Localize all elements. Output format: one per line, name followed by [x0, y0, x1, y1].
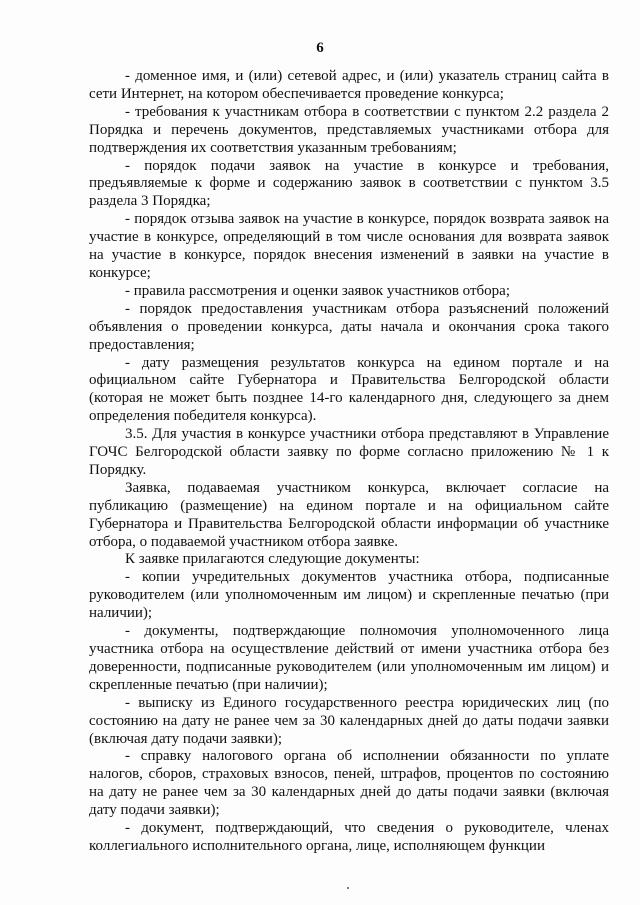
paragraph-clarifications: - порядок предоставления участникам отбора разъяснений положений объявления о проведении конкурса, даты начала и окончания срока такого предоставления;	[89, 300, 609, 353]
paragraph-participant-requirements: - требования к участникам отбора в соответствии с пунктом 2.2 раздела 2 Порядка и перечень документов, представляемых участниками отбора для подтверждения их соответствия указанным требованиям;	[89, 103, 609, 156]
paragraph-authority-documents: - документы, подтверждающие полномочия уполномоченного лица участника отбора на осуществление действий от имени участника отбора без доверенности, подписанные руководителем (или уполномоченным им лицом) и скрепленные печатью (при наличии);	[89, 623, 609, 693]
paragraph-consent: Заявка, подаваемая участником конкурса, включает согласие на публикацию (размещение) на едином портале и на официальном сайте Губернатора и Правительства Белгородской области информации об участнике отбора, о подаваемой участником отбора заявке.	[89, 479, 609, 550]
paragraph-application-procedure: - порядок подачи заявок на участие в конкурсе и требования, предъявляемые к форме и содержанию заявок в соответствии с пунктом 3.5 раздела 3 Порядка;	[89, 157, 609, 210]
paragraph-management-document: - документ, подтверждающий, что сведения о руководителе, членах коллегиального исполнительного органа, лице, исполняющем функции	[89, 820, 609, 854]
paragraph-founding-documents: - копии учредительных документов участника отбора, подписанные руководителем (или уполномоченным им лицом) и скрепленные печатью (при наличии);	[89, 569, 609, 622]
paragraph-tax-certificate: - справку налогового органа об исполнении обязанности по уплате налогов, сборов, страховых взносов, пеней, штрафов, процентов по состоянию на дату не ранее чем за 30 календарных дней до даты подачи заявки (включая дату подачи заявки);	[89, 748, 609, 819]
paragraph-application-withdrawal: - порядок отзыва заявок на участие в конкурсе, порядок возврата заявок на участие в конкурсе, определяющий в том числе основания для возврата заявок на участие в конкурсе, порядок внесения изменений в заявки на участие в конкурсе;	[89, 211, 609, 281]
page-number: 6	[316, 40, 324, 56]
document-body	[89, 68, 609, 856]
paragraph-results-date: - дату размещения результатов конкурса на едином портале и на официальном сайте Губернатора и Правительства Белгородской области (которая не может быть позднее 14-го календарного дня, следующего за днем определения победителя конкурса).	[89, 354, 609, 425]
paragraph-attached-documents-intro: К заявке прилагаются следующие документы:	[125, 551, 420, 568]
paragraph-section-3-5: 3.5. Для участия в конкурсе участники отбора представляют в Управление ГОЧС Белгородской области заявку по форме согласно приложению № 1 к Порядку.	[89, 426, 609, 478]
paragraph-evaluation-rules: - правила рассмотрения и оценки заявок участников отбора;	[125, 282, 510, 299]
paragraph-registry-extract: - выписку из Единого государственного реестра юридических лиц (по состоянию на дату не ранее чем за 30 календарных дней до даты подачи заявки (включая дату подачи заявки);	[89, 694, 609, 747]
paragraph-domain-name: - доменное имя, и (или) сетевой адрес, и (или) указатель страниц сайта в сети Интернет, на котором обеспечивается проведение конкурса;	[89, 68, 609, 102]
scan-speck	[347, 887, 349, 889]
